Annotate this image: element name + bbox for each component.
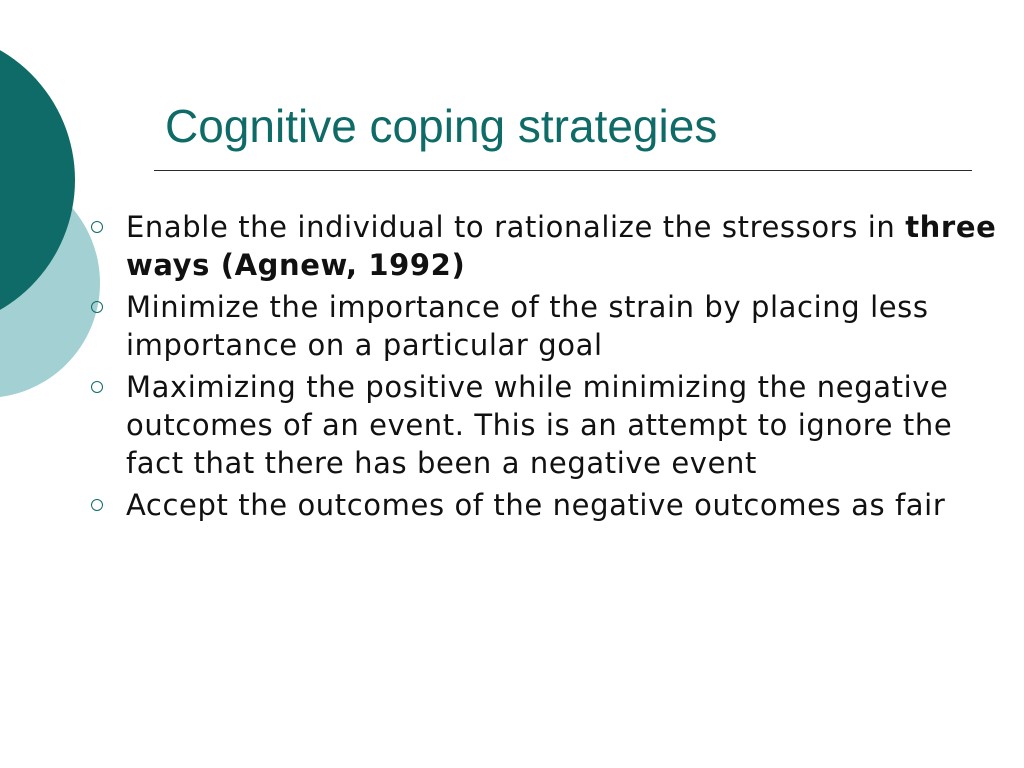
- bullet-emphasis: three ways (Agnew, 1992): [126, 210, 997, 282]
- hollow-circle-bullet-icon: [91, 301, 103, 313]
- bullet-list: [126, 208, 1006, 528]
- hollow-circle-bullet-icon: [91, 499, 103, 511]
- bullet-text: Maximizing the positive while minimizing the negative outcomes of an event. This is an attempt to ignore the fact that there has been a negative event: [126, 370, 953, 480]
- bullet-text: Accept the outcomes of the negative outcomes as fair: [126, 488, 946, 522]
- bullet-item: [126, 368, 1006, 482]
- hollow-circle-bullet-icon: [91, 221, 103, 233]
- bullet-item: [126, 208, 1006, 284]
- bullet-item: [126, 288, 1006, 364]
- hollow-circle-bullet-icon: [91, 381, 103, 393]
- bullet-text: Minimize the importance of the strain by placing less importance on a particular goal: [126, 290, 929, 362]
- slide-title: Cognitive coping strategies: [165, 100, 718, 152]
- bullet-text: Enable the individual to rationalize the stressors in: [126, 210, 906, 244]
- bullet-item: [126, 486, 1006, 524]
- title-divider: [154, 170, 972, 171]
